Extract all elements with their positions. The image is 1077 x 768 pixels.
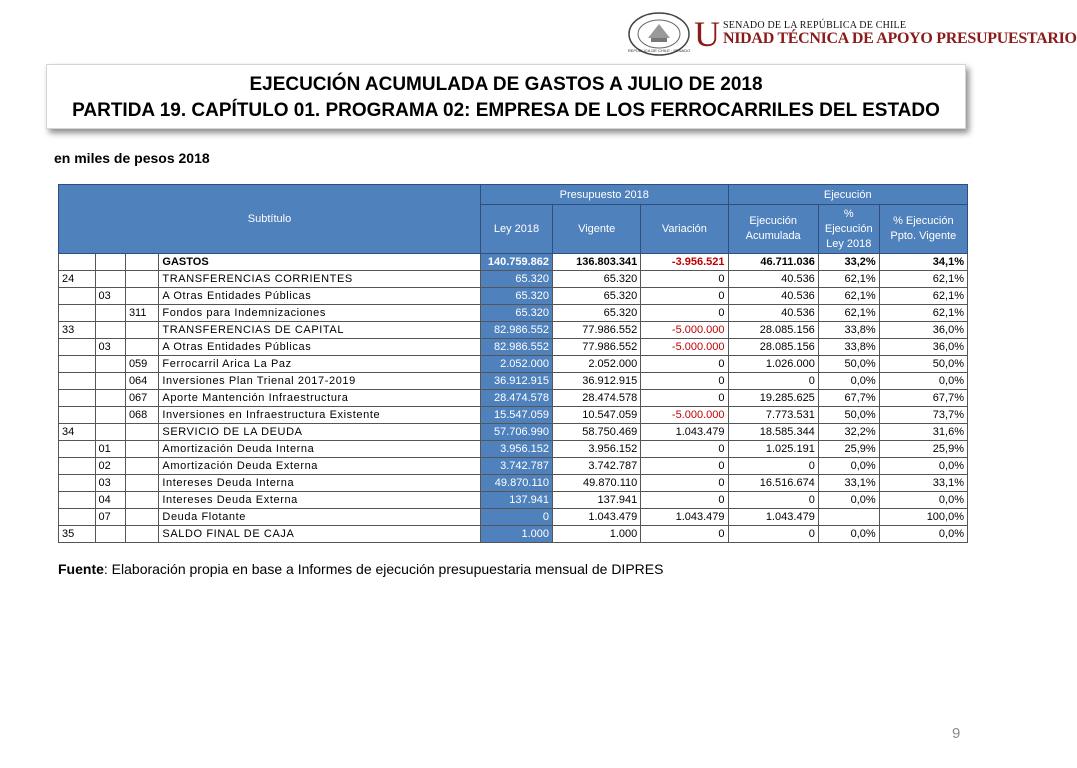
cell-ley-2018: 49.870.110: [481, 475, 553, 492]
cell-item: [95, 322, 125, 339]
cell-subtitulo: [59, 390, 96, 407]
cell-descripcion: Inversiones en Infraestructura Existente: [159, 407, 481, 424]
cell-descripcion: Amortización Deuda Interna: [159, 441, 481, 458]
cell-vigente: 2.052.000: [553, 356, 641, 373]
cell-ejecucion-acumulada: 40.536: [728, 271, 818, 288]
cell-pct-ley: [818, 509, 879, 526]
cell-descripcion: Fondos para Indemnizaciones: [159, 305, 481, 322]
header-ejecucion: Ejecución: [728, 185, 967, 205]
cell-subtitulo: 24: [59, 271, 96, 288]
cell-subtitulo: [59, 441, 96, 458]
header-presupuesto: Presupuesto 2018: [481, 185, 729, 205]
cell-item: [95, 305, 125, 322]
table-row: [59, 492, 968, 509]
cell-subtitulo: 34: [59, 424, 96, 441]
cell-variacion: 0: [641, 475, 728, 492]
logo-senado-line: SENADO DE LA REPÚBLICA DE CHILE: [723, 20, 907, 31]
cell-ejecucion-acumulada: 28.085.156: [728, 339, 818, 356]
logo-big-letter: U: [694, 14, 720, 54]
cell-asignacion: [125, 509, 158, 526]
cell-descripcion: Intereses Deuda Externa: [159, 492, 481, 509]
cell-descripcion: TRANSFERENCIAS DE CAPITAL: [159, 322, 481, 339]
table-row: [59, 356, 968, 373]
cell-ejecucion-acumulada: 1.026.000: [728, 356, 818, 373]
table-row: [59, 339, 968, 356]
cell-variacion: 0: [641, 441, 728, 458]
cell-vigente: 65.320: [553, 271, 641, 288]
table-row: [59, 475, 968, 492]
cell-pct-vigente: 31,6%: [879, 424, 967, 441]
cell-ejecucion-acumulada: 40.536: [728, 288, 818, 305]
cell-ejecucion-acumulada: 1.043.479: [728, 509, 818, 526]
cell-pct-ley: 62,1%: [818, 271, 879, 288]
cell-asignacion: [125, 254, 158, 271]
cell-ley-2018: 57.706.990: [481, 424, 553, 441]
cell-ley-2018: 65.320: [481, 271, 553, 288]
cell-ejecucion-acumulada: 46.711.036: [728, 254, 818, 271]
cell-variacion: 0: [641, 458, 728, 475]
cell-variacion: 0: [641, 305, 728, 322]
source-label: Fuente: [58, 561, 104, 577]
cell-vigente: 58.750.469: [553, 424, 641, 441]
cell-ley-2018: 82.986.552: [481, 322, 553, 339]
cell-pct-vigente: 36,0%: [879, 322, 967, 339]
cell-pct-ley: 0,0%: [818, 458, 879, 475]
cell-ejecucion-acumulada: 18.585.344: [728, 424, 818, 441]
cell-pct-vigente: 0,0%: [879, 458, 967, 475]
cell-pct-ley: 33,8%: [818, 339, 879, 356]
cell-vigente: 3.742.787: [553, 458, 641, 475]
header-subtitulo: Subtítulo: [59, 185, 481, 254]
cell-variacion: -5.000.000: [641, 407, 728, 424]
cell-pct-vigente: 0,0%: [879, 526, 967, 543]
cell-pct-ley: 0,0%: [818, 492, 879, 509]
header-pct-ley: % Ejecución Ley 2018: [818, 205, 879, 254]
cell-variacion: 0: [641, 271, 728, 288]
cell-item: [95, 526, 125, 543]
cell-ley-2018: 36.912.915: [481, 373, 553, 390]
cell-subtitulo: [59, 339, 96, 356]
title-box: [46, 64, 966, 129]
cell-subtitulo: [59, 305, 96, 322]
cell-variacion: 1.043.479: [641, 509, 728, 526]
cell-descripcion: A Otras Entidades Públicas: [159, 288, 481, 305]
cell-vigente: 3.956.152: [553, 441, 641, 458]
cell-variacion: 0: [641, 356, 728, 373]
cell-pct-vigente: 50,0%: [879, 356, 967, 373]
cell-asignacion: [125, 288, 158, 305]
cell-pct-vigente: 62,1%: [879, 288, 967, 305]
cell-item: [95, 356, 125, 373]
cell-item: [95, 271, 125, 288]
cell-subtitulo: 35: [59, 526, 96, 543]
cell-descripcion: TRANSFERENCIAS CORRIENTES: [159, 271, 481, 288]
logo-unidad-line: NIDAD TÉCNICA DE APOYO PRESUPUESTARIO: [723, 30, 1077, 47]
cell-variacion: 0: [641, 492, 728, 509]
cell-item: 07: [95, 509, 125, 526]
cell-ley-2018: 15.547.059: [481, 407, 553, 424]
cell-vigente: 36.912.915: [553, 373, 641, 390]
cell-variacion: 1.043.479: [641, 424, 728, 441]
cell-ley-2018: 65.320: [481, 305, 553, 322]
cell-subtitulo: [59, 288, 96, 305]
cell-pct-vigente: 34,1%: [879, 254, 967, 271]
table-row: [59, 458, 968, 475]
cell-ley-2018: 3.742.787: [481, 458, 553, 475]
cell-pct-ley: 25,9%: [818, 441, 879, 458]
table-row: [59, 441, 968, 458]
cell-subtitulo: [59, 373, 96, 390]
cell-variacion: 0: [641, 390, 728, 407]
table-row: [59, 509, 968, 526]
header-vigente: Vigente: [553, 205, 641, 254]
seal-lettering: REPÚBLICA DE CHILE · SENADO: [627, 48, 691, 53]
title-line-2: PARTIDA 19. CAPÍTULO 01. PROGRAMA 02: EMPRESA DE LOS FERROCARRILES DEL ESTADO: [72, 100, 940, 121]
cell-asignacion: 064: [125, 373, 158, 390]
page-number: 9: [952, 725, 961, 742]
table-row: [59, 254, 968, 271]
cell-descripcion: Deuda Flotante: [159, 509, 481, 526]
cell-asignacion: [125, 339, 158, 356]
senado-seal-icon: [628, 12, 690, 56]
cell-pct-vigente: 100,0%: [879, 509, 967, 526]
cell-asignacion: [125, 475, 158, 492]
cell-ejecucion-acumulada: 28.085.156: [728, 322, 818, 339]
table-row: [59, 373, 968, 390]
cell-ejecucion-acumulada: 0: [728, 373, 818, 390]
cell-ejecucion-acumulada: 0: [728, 526, 818, 543]
title-line-1: EJECUCIÓN ACUMULADA DE GASTOS A JULIO DE 2018: [249, 74, 763, 95]
cell-pct-ley: 50,0%: [818, 407, 879, 424]
cell-descripcion: A Otras Entidades Públicas: [159, 339, 481, 356]
cell-descripcion: Intereses Deuda Interna: [159, 475, 481, 492]
cell-pct-vigente: 67,7%: [879, 390, 967, 407]
cell-ley-2018: 137.941: [481, 492, 553, 509]
cell-item: 03: [95, 288, 125, 305]
cell-asignacion: [125, 526, 158, 543]
cell-ejecucion-acumulada: 40.536: [728, 305, 818, 322]
cell-subtitulo: [59, 407, 96, 424]
cell-pct-vigente: 62,1%: [879, 271, 967, 288]
cell-variacion: 0: [641, 288, 728, 305]
cell-variacion: 0: [641, 526, 728, 543]
table-row: [59, 322, 968, 339]
cell-descripcion: Ferrocarril Arica La Paz: [159, 356, 481, 373]
cell-asignacion: 068: [125, 407, 158, 424]
cell-pct-vigente: 33,1%: [879, 475, 967, 492]
source-note: [58, 561, 663, 577]
cell-item: 01: [95, 441, 125, 458]
cell-descripcion: SALDO FINAL DE CAJA: [159, 526, 481, 543]
table-row: [59, 526, 968, 543]
cell-asignacion: 067: [125, 390, 158, 407]
cell-item: [95, 254, 125, 271]
table-row: [59, 305, 968, 322]
cell-variacion: 0: [641, 373, 728, 390]
cell-item: [95, 407, 125, 424]
cell-asignacion: 059: [125, 356, 158, 373]
cell-item: 04: [95, 492, 125, 509]
cell-subtitulo: [59, 509, 96, 526]
cell-pct-ley: 32,2%: [818, 424, 879, 441]
cell-asignacion: [125, 458, 158, 475]
header-pct-vigente: % Ejecución Ppto. Vigente: [879, 205, 967, 254]
cell-pct-ley: 67,7%: [818, 390, 879, 407]
cell-item: [95, 390, 125, 407]
cell-subtitulo: [59, 458, 96, 475]
cell-ejecucion-acumulada: 7.773.531: [728, 407, 818, 424]
senado-logo: [627, 12, 1077, 58]
cell-pct-ley: 50,0%: [818, 356, 879, 373]
cell-vigente: 137.941: [553, 492, 641, 509]
cell-subtitulo: [59, 475, 96, 492]
cell-vigente: 65.320: [553, 288, 641, 305]
source-text: : Elaboración propia en base a Informes de ejecución presupuestaria mensual de DIPRES: [103, 561, 664, 577]
table-row: [59, 288, 968, 305]
table-row: [59, 407, 968, 424]
cell-variacion: -3.956.521: [641, 254, 728, 271]
cell-descripcion: Amortización Deuda Externa: [159, 458, 481, 475]
cell-descripcion: Inversiones Plan Trienal 2017-2019: [159, 373, 481, 390]
cell-vigente: 49.870.110: [553, 475, 641, 492]
budget-table: [58, 184, 968, 543]
cell-descripcion: Aporte Mantención Infraestructura: [159, 390, 481, 407]
header-ejecucion-acumulada: Ejecución Acumulada: [728, 205, 818, 254]
cell-pct-ley: 0,0%: [818, 373, 879, 390]
cell-vigente: 136.803.341: [553, 254, 641, 271]
cell-ley-2018: 140.759.862: [481, 254, 553, 271]
cell-asignacion: [125, 322, 158, 339]
cell-item: [95, 373, 125, 390]
cell-item: [95, 424, 125, 441]
cell-pct-ley: 33,2%: [818, 254, 879, 271]
cell-ley-2018: 28.474.578: [481, 390, 553, 407]
cell-subtitulo: [59, 492, 96, 509]
cell-ejecucion-acumulada: 0: [728, 458, 818, 475]
cell-variacion: -5.000.000: [641, 322, 728, 339]
cell-vigente: 1.043.479: [553, 509, 641, 526]
cell-vigente: 10.547.059: [553, 407, 641, 424]
cell-descripcion: GASTOS: [159, 254, 481, 271]
cell-asignacion: [125, 424, 158, 441]
cell-pct-vigente: 25,9%: [879, 441, 967, 458]
cell-ley-2018: 2.052.000: [481, 356, 553, 373]
cell-ejecucion-acumulada: 0: [728, 492, 818, 509]
cell-pct-ley: 62,1%: [818, 288, 879, 305]
cell-vigente: 77.986.552: [553, 339, 641, 356]
cell-item: 02: [95, 458, 125, 475]
table-row: [59, 390, 968, 407]
cell-ley-2018: 1.000: [481, 526, 553, 543]
cell-pct-ley: 62,1%: [818, 305, 879, 322]
cell-pct-vigente: 73,7%: [879, 407, 967, 424]
cell-pct-vigente: 0,0%: [879, 492, 967, 509]
cell-pct-vigente: 36,0%: [879, 339, 967, 356]
cell-asignacion: 311: [125, 305, 158, 322]
header-ley: Ley 2018: [481, 205, 553, 254]
cell-ley-2018: 0: [481, 509, 553, 526]
cell-ley-2018: 65.320: [481, 288, 553, 305]
table-row: [59, 424, 968, 441]
cell-vigente: 28.474.578: [553, 390, 641, 407]
cell-pct-ley: 0,0%: [818, 526, 879, 543]
cell-asignacion: [125, 441, 158, 458]
cell-variacion: -5.000.000: [641, 339, 728, 356]
header-variacion: Variación: [641, 205, 728, 254]
cell-pct-ley: 33,8%: [818, 322, 879, 339]
cell-pct-vigente: 0,0%: [879, 373, 967, 390]
table-row: [59, 271, 968, 288]
cell-ley-2018: 82.986.552: [481, 339, 553, 356]
cell-subtitulo: 33: [59, 322, 96, 339]
cell-asignacion: [125, 271, 158, 288]
cell-ley-2018: 3.956.152: [481, 441, 553, 458]
cell-vigente: 1.000: [553, 526, 641, 543]
cell-subtitulo: [59, 254, 96, 271]
cell-item: 03: [95, 475, 125, 492]
cell-pct-ley: 33,1%: [818, 475, 879, 492]
cell-descripcion: SERVICIO DE LA DEUDA: [159, 424, 481, 441]
cell-item: 03: [95, 339, 125, 356]
cell-ejecucion-acumulada: 1.025.191: [728, 441, 818, 458]
cell-asignacion: [125, 492, 158, 509]
cell-ejecucion-acumulada: 16.516.674: [728, 475, 818, 492]
cell-vigente: 65.320: [553, 305, 641, 322]
units-label: en miles de pesos 2018: [54, 150, 210, 166]
cell-vigente: 77.986.552: [553, 322, 641, 339]
cell-pct-vigente: 62,1%: [879, 305, 967, 322]
cell-subtitulo: [59, 356, 96, 373]
cell-ejecucion-acumulada: 19.285.625: [728, 390, 818, 407]
